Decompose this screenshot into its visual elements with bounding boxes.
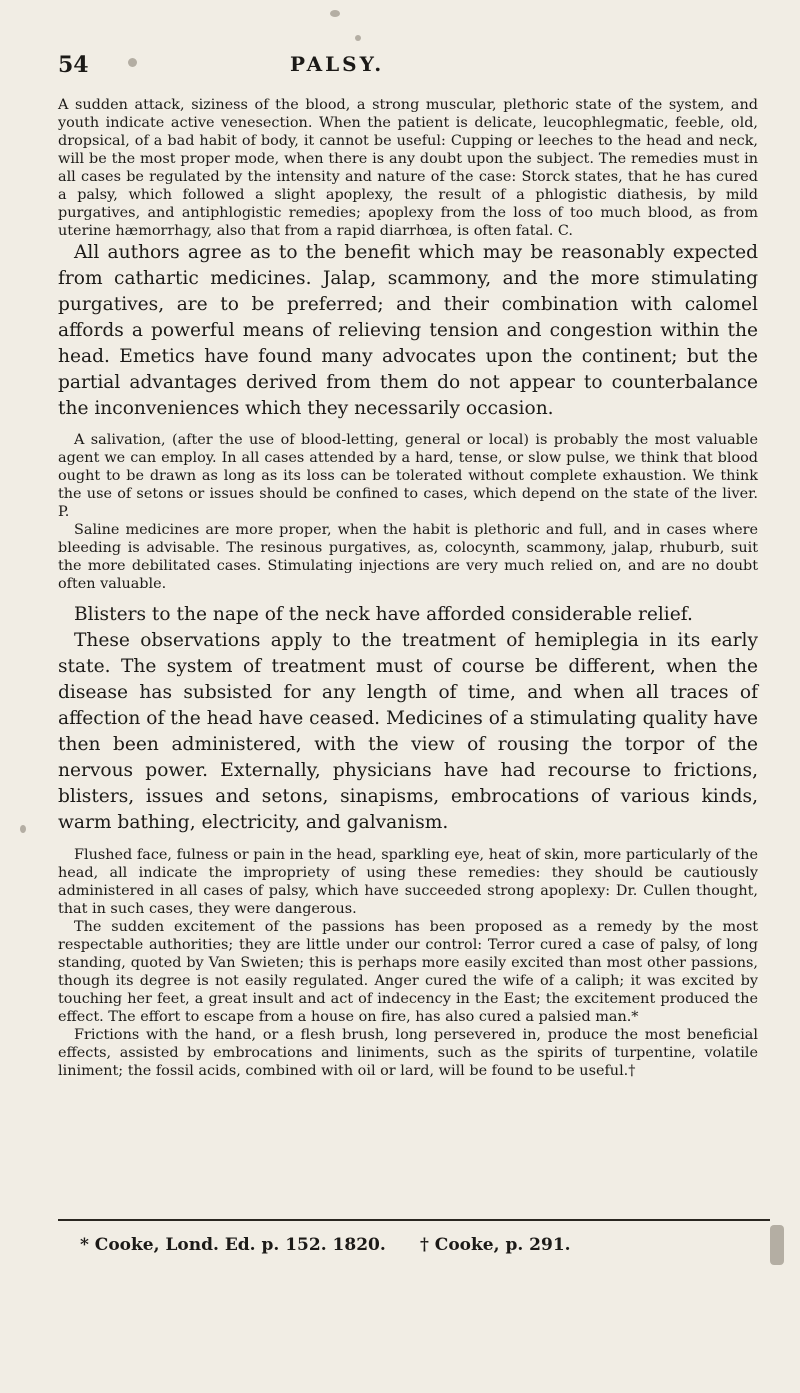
- running-title: PALSY.: [290, 52, 385, 76]
- paragraph-blisters: Blisters to the nape of the neck have afforded considerable relief.: [74, 604, 693, 625]
- paragraph-cathartics: All authors agree as to the benefit which may be reasonably expected from cathartic medicines. Jalap, scammony, and the more stimulating purgatives, are to be preferred; and their combination with calomel affords a powerful means of relieving tension and congestion within the head. Emetics have found many advocates upon the continent; but the partial advantages derived from them do not appear to counterbalance the inconveniences which they necessarily occasion.: [58, 242, 758, 419]
- paragraph-passions: The sudden excitement of the passions has been proposed as a remedy by the most respectable authorities; they are little under our control: Terror cured a case of palsy, of long standing, quoted by Van Swieten; this is perhaps more easily excited than most other passions, though its degree is not easily regulated. Anger cured the wife of a caliph; it was excited by touching her feet, a great insult and act of indecency in the East; the excitement produced the effect. The effort to escape from a house on fire, has also cured a palsied man.*: [58, 919, 758, 1025]
- paper-speck: [20, 825, 26, 833]
- paragraph-flushed-face: Flushed face, fulness or pain in the head, sparkling eye, heat of skin, more particularly of the head, all indicate the impropriety of using these remedies: they should be cautiously administered in all cases of palsy, which have succeeded strong apoplexy: Dr. Cullen thought, that in such cases, they were dangerous.: [58, 847, 758, 917]
- page-number: 54: [58, 52, 89, 78]
- footnote-rule: [58, 1219, 770, 1221]
- paper-speck: [355, 35, 361, 41]
- footnote-2: † Cooke, p. 291.: [420, 1235, 571, 1255]
- paragraph-hemiplegia: These observations apply to the treatment of hemiplegia in its early state. The system of treatment must of course be different, when the disease has subsisted for any length of time, and when all traces of affection of the head have ceased. Medicines of a stimulating quality have then been administered, with the view of rousing the torpor of the nervous power. Externally, physicians have had recourse to frictions, blisters, issues and setons, sinapisms, embrocations of various kinds, warm bathing, electricity, and galvanism.: [58, 630, 758, 833]
- paragraph-salivation: A salivation, (after the use of blood-letting, general or local) is probably the most valuable agent we can employ. In all cases attended by a hard, tense, or slow pulse, we think that blood ought to be drawn as long as its loss can be tolerated without complete exhaustion. We think the use of setons or issues should be confined to cases, which depend on the state of the liver. P.: [58, 432, 758, 520]
- paragraph-frictions: Frictions with the hand, or a flesh brush, long persevered in, produce the most beneficial effects, assisted by embrocations and liniments, such as the spirits of turpentine, volatile liniment; the fossil acids, combined with oil or lard, will be found to be useful.†: [58, 1027, 758, 1079]
- paragraph-saline: Saline medicines are more proper, when the habit is plethoric and full, and in cases where bleeding is advisable. The resinous purgatives, as, colocynth, scammony, jalap, rhuburb, suit the more debilitated cases. Stimulating injections are very much relied on, and are no doubt often valuable.: [58, 522, 758, 592]
- page-body: [58, 96, 758, 1080]
- paragraph-venesection: A sudden attack, siziness of the blood, a strong muscular, plethoric state of the system, and youth indicate active venesection. When the patient is delicate, leucophlegmatic, feeble, old, dropsical, of a bad habit of body, it cannot be useful: Cupping or leeches to the head and neck, will be the most proper mode, when there is any doubt upon the subject. The remedies must in all cases be regulated by the intensity and nature of the case: Storck states, that he has cured a palsy, which followed a slight apoplexy, the result of a phlogistic diathesis, by mild purgatives, and antiphlogistic remedies; apoplexy from the loss of too much blood, as from uterine hæmorrhagy, also that from a rapid diarrhœa, is often fatal. C.: [58, 97, 758, 239]
- paper-speck: [330, 10, 340, 17]
- running-header: [0, 52, 800, 82]
- footnote-1: * Cooke, Lond. Ed. p. 152. 1820.: [80, 1235, 386, 1255]
- paper-speck: [128, 58, 137, 67]
- paper-speck: [770, 1225, 784, 1265]
